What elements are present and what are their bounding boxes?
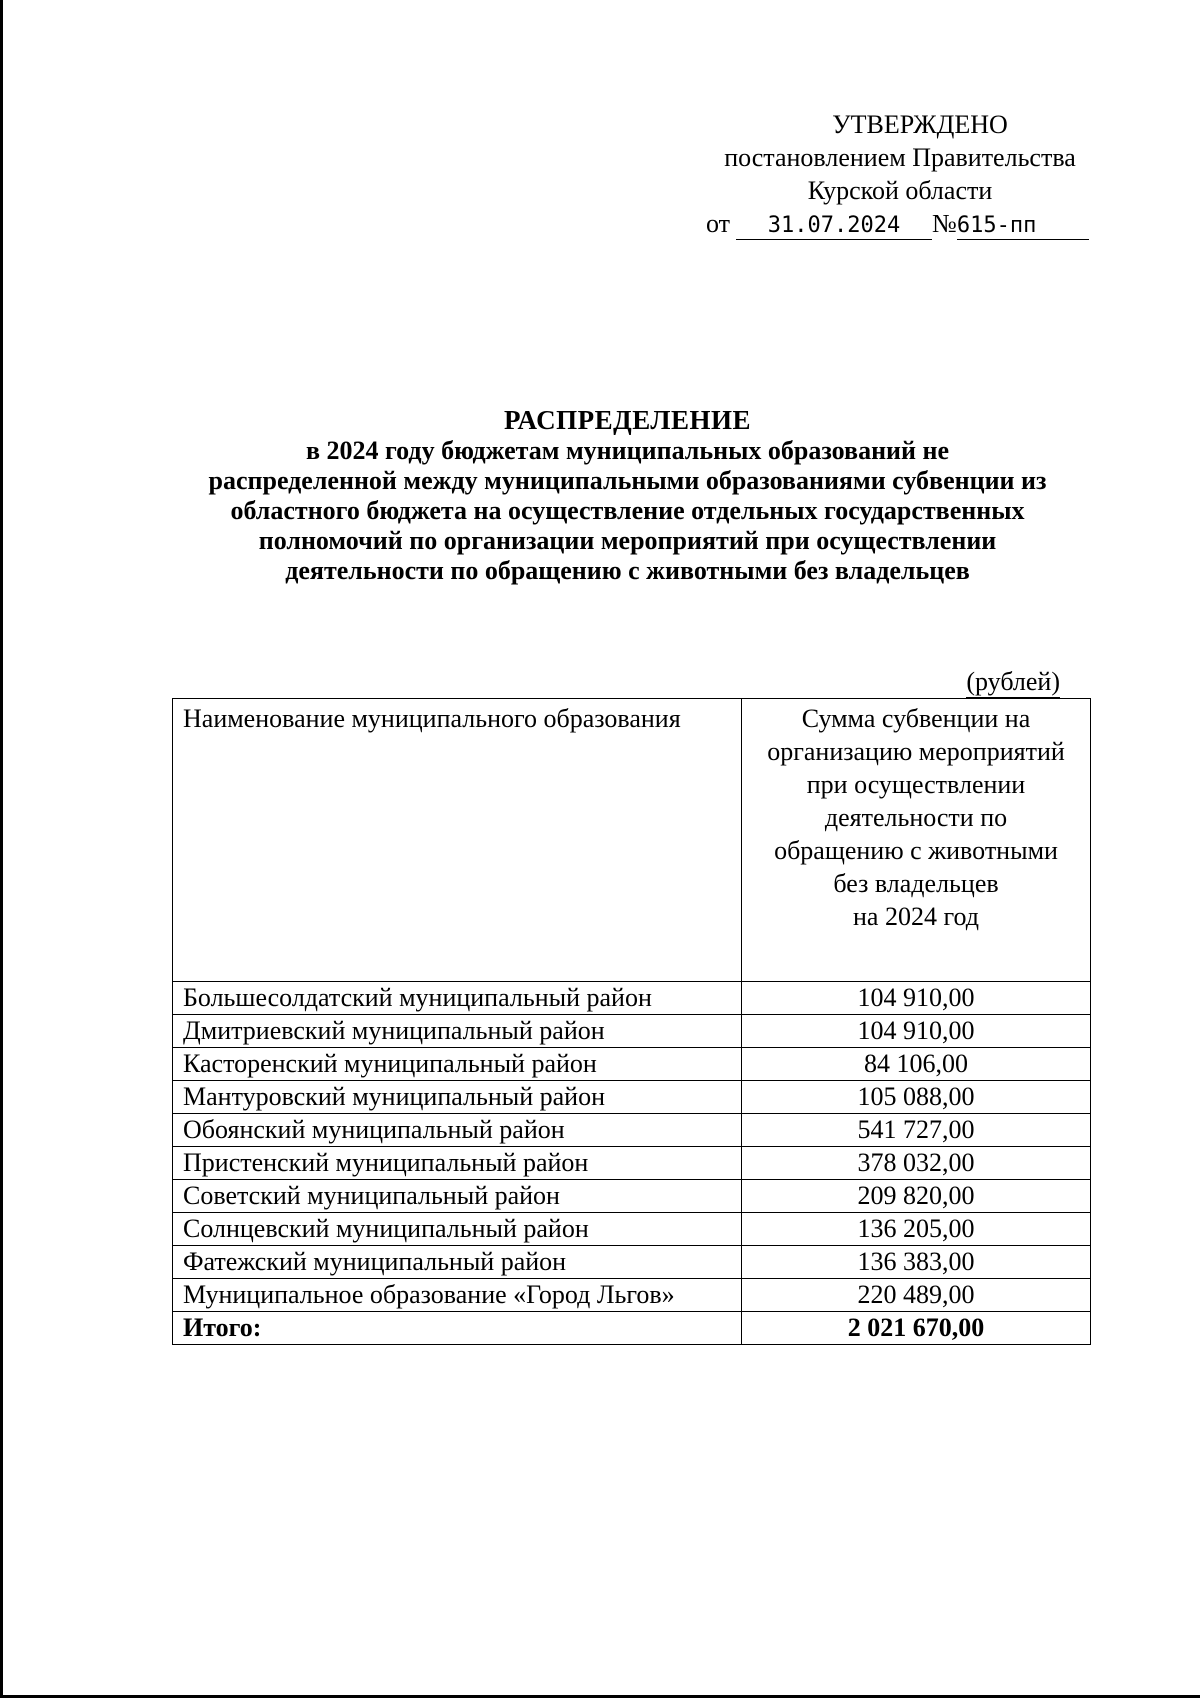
row-amount: 378 032,00 [742, 1147, 1091, 1180]
table-row [173, 982, 1091, 1015]
header-amount-line: организацию мероприятий [767, 737, 1065, 766]
table-total-row [173, 1312, 1091, 1345]
table-row [173, 1279, 1091, 1312]
approval-line-1: постановлением Правительства [724, 143, 1076, 172]
row-municipality-name: Пристенский муниципальный район [173, 1147, 742, 1180]
header-subsidy-amount [742, 699, 1091, 982]
approval-date: 31.07.2024 [736, 213, 932, 240]
table-row [173, 1114, 1091, 1147]
total-amount: 2 021 670,00 [742, 1312, 1091, 1345]
approval-stamp: УТВЕРЖДЕНО [832, 110, 1008, 139]
table-row [173, 1147, 1091, 1180]
row-amount: 541 727,00 [742, 1114, 1091, 1147]
row-municipality-name: Фатежский муниципальный район [173, 1246, 742, 1279]
approval-number: 615-пп [957, 213, 1089, 240]
table-row [173, 1048, 1091, 1081]
title-line-2: распределенной между муниципальными образованиями субвенции из [208, 466, 1047, 495]
approval-date-line [706, 207, 1110, 241]
row-amount: 136 205,00 [742, 1213, 1091, 1246]
units-text: (рублей) [966, 667, 1060, 696]
row-municipality-name: Обоянский муниципальный район [173, 1114, 742, 1147]
row-municipality-name: Советский муниципальный район [173, 1180, 742, 1213]
subsidy-table [172, 698, 1091, 1345]
row-municipality-name: Мантуровский муниципальный район [173, 1081, 742, 1114]
title-line-1: в 2024 году бюджетам муниципальных образований не [305, 436, 950, 465]
row-amount: 104 910,00 [742, 1015, 1091, 1048]
row-municipality-name: Дмитриевский муниципальный район [173, 1015, 742, 1048]
row-amount: 84 106,00 [742, 1048, 1091, 1081]
header-amount-line: при осуществлении [806, 770, 1026, 799]
number-sign: № [932, 209, 957, 238]
scan-border-left [0, 0, 3, 1698]
table-header-row [173, 699, 1091, 982]
document-heading: РАСПРЕДЕЛЕНИЕ [503, 405, 752, 435]
row-amount: 105 088,00 [742, 1081, 1091, 1114]
header-municipality-name: Наименование муниципального образования [173, 699, 742, 982]
approval-block [690, 108, 1110, 241]
date-prefix: от [706, 209, 731, 238]
title-line-3: областного бюджета на осуществление отдельных государственных [230, 496, 1025, 525]
row-amount: 220 489,00 [742, 1279, 1091, 1312]
document-title [160, 405, 1095, 586]
title-line-4: полномочий по организации мероприятий при осуществлении [258, 526, 997, 555]
header-amount-line: без владельцев [833, 869, 999, 898]
units-label [880, 667, 1060, 697]
row-amount: 104 910,00 [742, 982, 1091, 1015]
row-amount: 136 383,00 [742, 1246, 1091, 1279]
header-amount-line: на 2024 год [853, 902, 979, 931]
table-row [173, 1246, 1091, 1279]
row-municipality-name: Солнцевский муниципальный район [173, 1213, 742, 1246]
table-row [173, 1015, 1091, 1048]
table-row [173, 1081, 1091, 1114]
row-municipality-name: Большесолдатский муниципальный район [173, 982, 742, 1015]
row-municipality-name: Муниципальное образование «Город Льгов» [173, 1279, 742, 1312]
header-amount-line: обращению с животными [774, 836, 1058, 865]
total-label: Итого: [173, 1312, 742, 1345]
table-row [173, 1180, 1091, 1213]
table-row [173, 1213, 1091, 1246]
row-municipality-name: Касторенский муниципальный район [173, 1048, 742, 1081]
title-line-5: деятельности по обращению с животными без владельцев [285, 556, 970, 585]
approval-line-2: Курской области [807, 176, 993, 205]
row-amount: 209 820,00 [742, 1180, 1091, 1213]
header-amount-line: Сумма субвенции на [801, 704, 1031, 733]
header-amount-line: деятельности по [824, 803, 1008, 832]
